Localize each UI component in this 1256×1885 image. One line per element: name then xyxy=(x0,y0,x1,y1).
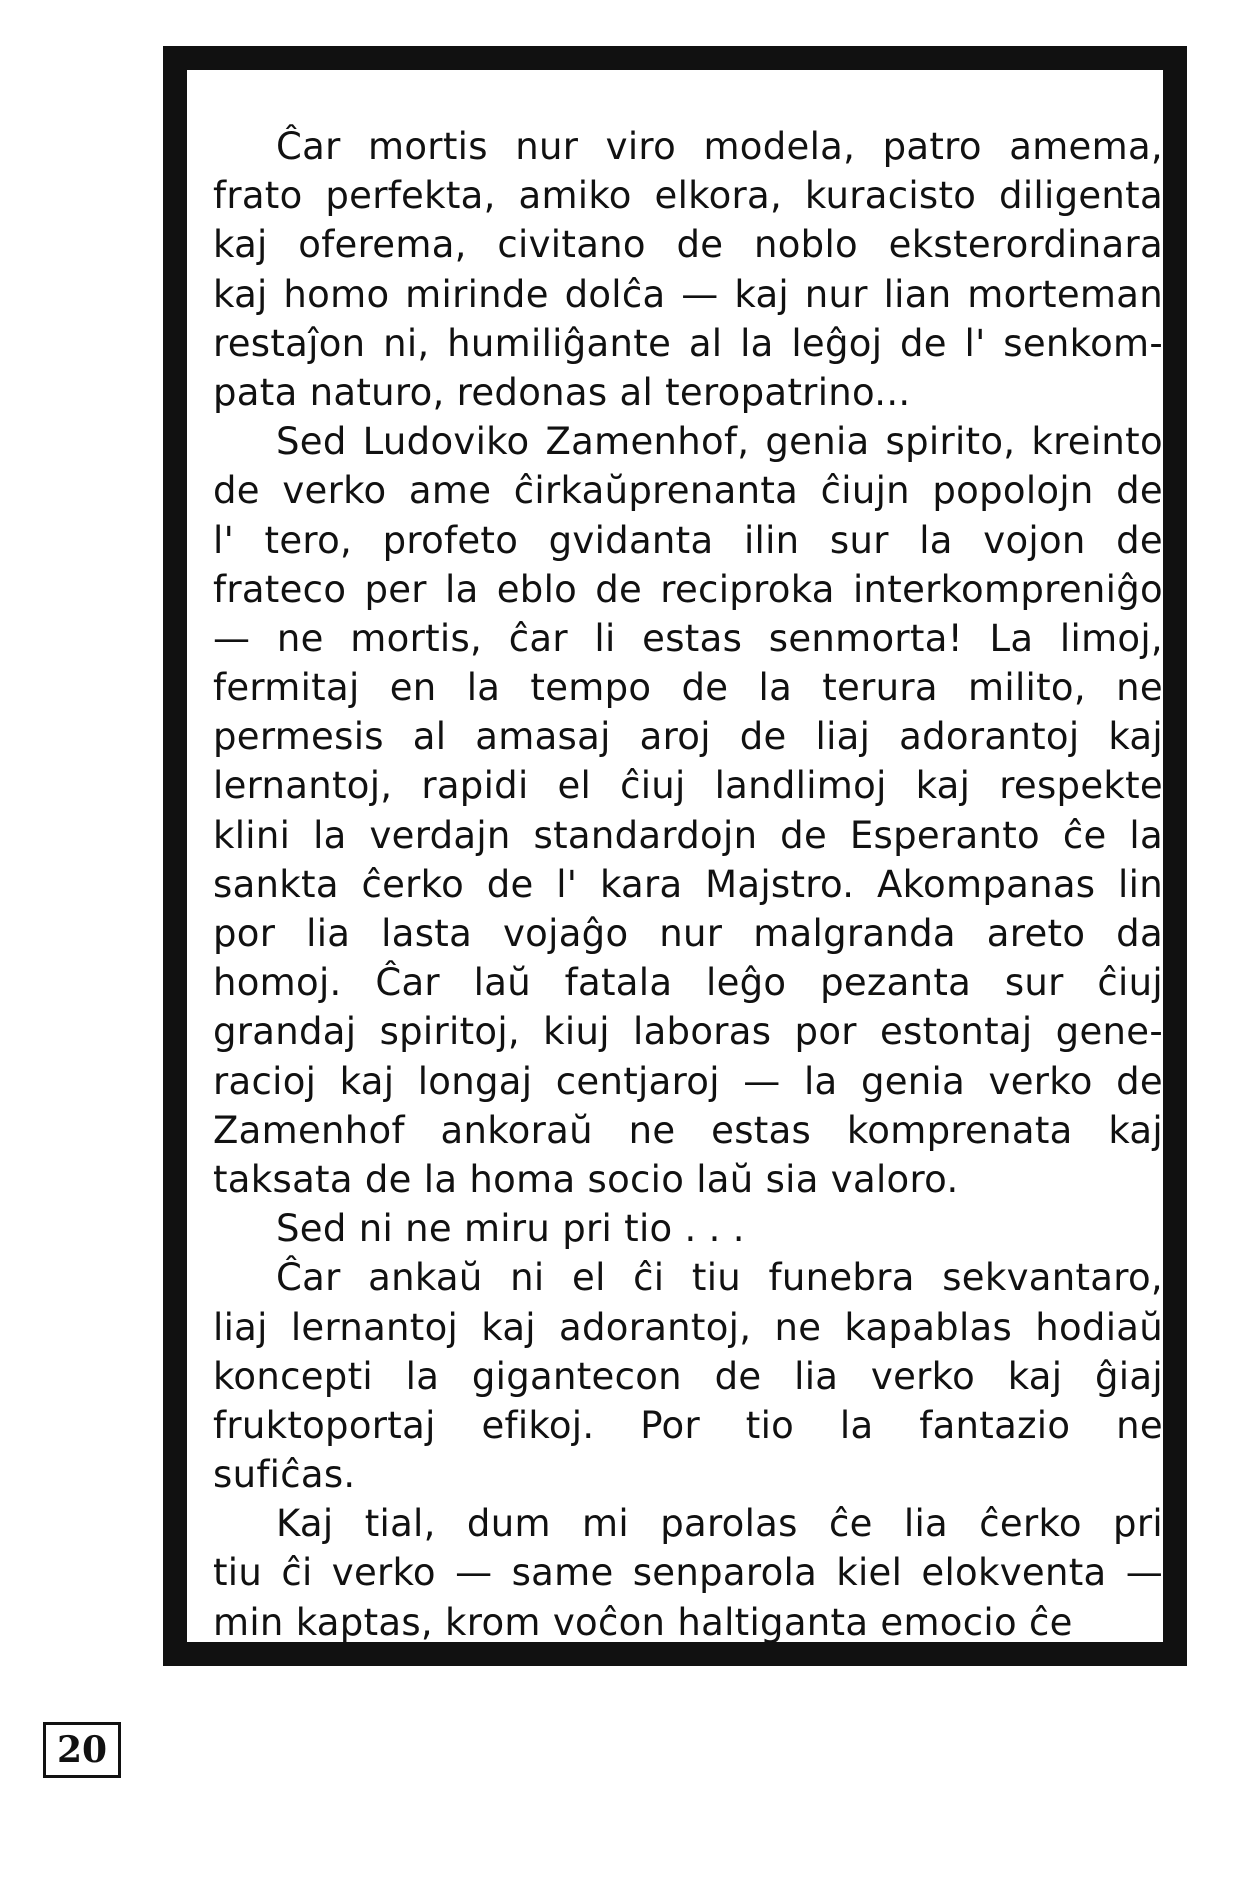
word: verko xyxy=(988,1059,1093,1103)
text-line xyxy=(213,516,1163,565)
line-text: sufiĉas. xyxy=(213,1453,356,1497)
text-line xyxy=(213,1007,1163,1056)
word: grandaj xyxy=(213,1010,357,1054)
word: oferema, xyxy=(298,223,467,267)
word: reciproka xyxy=(660,567,835,611)
word: verdajn xyxy=(369,813,511,857)
word: verko xyxy=(282,469,387,513)
word: patro xyxy=(882,125,982,168)
word: landlimoj xyxy=(714,764,887,808)
text-line xyxy=(213,565,1163,614)
word: frato xyxy=(213,174,303,218)
word: klini xyxy=(213,813,291,857)
word: lernantoj, xyxy=(213,764,393,808)
word: la xyxy=(919,518,953,562)
word: milito, xyxy=(968,666,1086,710)
word: lia xyxy=(903,1502,949,1546)
text-line xyxy=(213,1106,1163,1155)
word: leĝoj xyxy=(791,321,883,365)
text-line xyxy=(213,1450,1163,1499)
word: laboras xyxy=(633,1010,772,1054)
text-line xyxy=(213,663,1163,712)
word: ne xyxy=(1116,666,1163,710)
word: same xyxy=(511,1551,614,1595)
text-line xyxy=(213,909,1163,958)
word: ĉerko xyxy=(361,862,465,906)
text-panel xyxy=(187,70,1163,1642)
word: fruktoportaj xyxy=(213,1403,436,1447)
word: restaĵon xyxy=(213,321,366,365)
word: limoj, xyxy=(1059,616,1163,660)
word: vojon xyxy=(983,518,1086,562)
word: laŭ xyxy=(473,961,531,1005)
text-line xyxy=(213,1598,1163,1647)
word: homo xyxy=(283,272,390,316)
word: funebra xyxy=(768,1256,915,1300)
text-line xyxy=(213,1057,1163,1106)
text-line xyxy=(213,1499,1163,1548)
word: nur xyxy=(804,272,868,316)
word: verko xyxy=(870,1354,976,1398)
word: Zamenhof, xyxy=(545,420,750,464)
word: tial, xyxy=(364,1502,436,1546)
word: elokventa xyxy=(921,1551,1107,1595)
word: l' xyxy=(964,321,986,365)
word: eksterordinara xyxy=(888,223,1163,267)
line-text: Sed ni ne miru pri tio . . . xyxy=(276,1207,745,1251)
word: kuracisto xyxy=(804,174,977,218)
word: noblo xyxy=(754,223,858,267)
word: respekte xyxy=(999,764,1163,808)
word: koncepti xyxy=(213,1354,373,1398)
line-text: pata naturo, redonas al teropatrino... xyxy=(213,370,911,414)
word: Kaj xyxy=(276,1502,334,1546)
word: ĉiuj xyxy=(1097,961,1163,1005)
word: permesis xyxy=(213,715,384,759)
word: kaj xyxy=(1108,1108,1163,1152)
word: amema, xyxy=(1009,125,1163,168)
word: lian xyxy=(883,272,952,316)
word: gene- xyxy=(1055,1010,1163,1054)
word: tiu xyxy=(213,1551,263,1595)
text-line xyxy=(213,368,1163,417)
text-line xyxy=(213,1303,1163,1352)
word: kaj xyxy=(915,764,971,808)
word: la xyxy=(466,666,501,710)
text-line xyxy=(213,171,1163,220)
text-line xyxy=(213,712,1163,761)
word: pezanta xyxy=(820,961,972,1005)
word: sur xyxy=(829,518,889,562)
word: senmorta! xyxy=(768,616,963,660)
word: sekvantaro, xyxy=(942,1256,1163,1300)
word: — xyxy=(1125,1551,1163,1595)
word: sur xyxy=(1004,961,1064,1005)
word: Ĉar xyxy=(276,1256,341,1300)
word: de xyxy=(213,469,260,513)
word: kaj xyxy=(1108,715,1163,759)
word: malgranda xyxy=(753,912,956,955)
word: humiliĝante xyxy=(447,321,672,365)
word: la xyxy=(444,567,479,611)
word: perfekta, xyxy=(325,174,496,218)
word: tero, xyxy=(264,518,353,562)
word: adorantoj, xyxy=(559,1305,752,1349)
word: kaj xyxy=(1007,1354,1063,1398)
word: liaj xyxy=(815,715,871,759)
text-line xyxy=(213,1155,1163,1204)
word: ĉi xyxy=(281,1551,313,1595)
word: efikoj. xyxy=(481,1403,595,1447)
word: ĉiuj xyxy=(620,764,686,808)
word: vojaĝo xyxy=(502,912,629,955)
word: longaj xyxy=(417,1059,533,1103)
word: spirito, xyxy=(885,420,1016,464)
word: ankaŭ xyxy=(368,1256,483,1300)
word: tio xyxy=(745,1403,795,1447)
text-line xyxy=(213,761,1163,810)
word: viro xyxy=(605,125,677,168)
word: frateco xyxy=(213,567,347,611)
word: Majstro. xyxy=(705,862,855,906)
word: la xyxy=(1129,813,1163,857)
word: lasta xyxy=(381,912,473,955)
word: l' xyxy=(213,518,235,562)
text-line xyxy=(213,958,1163,1007)
word: de xyxy=(1116,518,1163,562)
word: ne xyxy=(628,1108,676,1152)
word: — xyxy=(743,1059,781,1103)
word: lia xyxy=(794,1354,839,1398)
word: ĉirkaŭprenanta xyxy=(513,469,799,513)
word: modela, xyxy=(703,125,856,168)
text-line xyxy=(213,1548,1163,1597)
word: mirinde xyxy=(405,272,549,316)
word: aroj xyxy=(639,715,711,759)
word: ankoraŭ xyxy=(440,1108,593,1152)
word: de xyxy=(899,321,947,365)
word: estontaj xyxy=(879,1010,1033,1054)
word: terura xyxy=(822,666,938,710)
word: profeto xyxy=(382,518,519,562)
word: Sed xyxy=(276,420,347,464)
text-line xyxy=(213,1204,1163,1253)
word: kaj xyxy=(481,1305,536,1349)
word: mi xyxy=(582,1502,629,1546)
word: diligenta xyxy=(999,174,1163,218)
word: adorantoj xyxy=(899,715,1080,759)
word: dolĉa xyxy=(564,272,666,316)
word: de xyxy=(486,862,534,906)
word: tiu xyxy=(691,1256,742,1300)
word: sankta xyxy=(213,862,339,906)
word: de xyxy=(676,223,724,267)
line-text: min kaptas, krom voĉon haltiganta emocio ĉe xyxy=(213,1600,1073,1644)
text-line xyxy=(213,811,1163,860)
word: interkompreniĝo xyxy=(852,567,1163,611)
word: lernantoj xyxy=(290,1305,459,1349)
mourning-border-frame xyxy=(163,46,1187,1666)
word: amiko xyxy=(518,174,632,218)
word: Ĉar xyxy=(276,125,341,168)
word: hodiaŭ xyxy=(1035,1305,1163,1349)
word: centjaroj xyxy=(555,1059,720,1103)
text-line xyxy=(213,860,1163,909)
word: senkom- xyxy=(1003,321,1163,365)
word: ne xyxy=(1116,1403,1163,1447)
word: la xyxy=(740,321,774,365)
word: mortis xyxy=(368,125,488,168)
word: ne xyxy=(276,616,324,660)
word: ĉe xyxy=(1062,813,1107,857)
word: areto xyxy=(986,912,1086,955)
word: al xyxy=(688,321,723,365)
word: senparola xyxy=(632,1551,818,1595)
word: nur xyxy=(659,912,723,955)
word: per xyxy=(364,567,427,611)
word: por xyxy=(213,912,276,955)
word: mortis, xyxy=(350,616,483,660)
word: Akompanas xyxy=(877,862,1096,906)
word: lia xyxy=(306,912,351,955)
word: popolojn xyxy=(932,469,1094,513)
word: la xyxy=(313,813,347,857)
word: ni xyxy=(510,1256,545,1300)
word: kiel xyxy=(836,1551,903,1595)
text-line xyxy=(213,417,1163,466)
text-line xyxy=(213,1401,1163,1450)
word: kara xyxy=(599,862,683,906)
word: fermitaj xyxy=(213,666,360,710)
word: amasaj xyxy=(475,715,611,759)
word: de xyxy=(739,715,787,759)
word: estas xyxy=(711,1108,812,1152)
word: ilin xyxy=(743,518,800,562)
word: estas xyxy=(642,616,743,660)
word: kaj xyxy=(213,223,268,267)
word: fantazio xyxy=(919,1403,1071,1447)
word: de xyxy=(681,666,729,710)
word: civitano xyxy=(497,223,646,267)
text-line xyxy=(213,270,1163,319)
word: dum xyxy=(466,1502,551,1546)
text-line xyxy=(213,319,1163,368)
word: de xyxy=(1116,1059,1163,1103)
word: fatala xyxy=(564,961,673,1005)
word: da xyxy=(1116,912,1163,955)
text-line xyxy=(213,1253,1163,1302)
word: leĝo xyxy=(706,961,787,1005)
word: — xyxy=(213,616,251,660)
word: tempo xyxy=(530,666,652,710)
word: de xyxy=(780,813,828,857)
word: parolas xyxy=(660,1502,798,1546)
word: verko xyxy=(331,1551,436,1595)
word: kapablas xyxy=(844,1305,1013,1349)
word: l' xyxy=(556,862,578,906)
word: ne xyxy=(774,1305,822,1349)
word: — xyxy=(681,272,719,316)
word: ĉar xyxy=(508,616,568,660)
word: kreinto xyxy=(1031,420,1163,464)
word: Ludoviko xyxy=(362,420,530,464)
word: kaj xyxy=(339,1059,395,1103)
word: elkora, xyxy=(654,174,783,218)
word: homoj. xyxy=(213,961,342,1005)
word: de xyxy=(595,567,643,611)
text-line xyxy=(213,220,1163,269)
word: por xyxy=(794,1010,857,1054)
word: — xyxy=(455,1551,493,1595)
word: genia xyxy=(765,420,870,464)
word: al xyxy=(412,715,447,759)
word: racioj xyxy=(213,1059,317,1103)
word: morteman xyxy=(967,272,1163,316)
word: lin xyxy=(1118,862,1163,906)
word: nur xyxy=(515,125,579,168)
word: ĉi xyxy=(633,1256,665,1300)
word: la xyxy=(803,1059,838,1103)
word: kaj xyxy=(213,272,268,316)
word: rapidi xyxy=(421,764,529,808)
word: el xyxy=(572,1256,606,1300)
text-line xyxy=(213,614,1163,663)
word: liaj xyxy=(213,1305,268,1349)
word: kiuj xyxy=(543,1010,610,1054)
word: ĉe xyxy=(828,1502,873,1546)
word: la xyxy=(405,1354,440,1398)
text-line xyxy=(213,466,1163,515)
word: La xyxy=(989,616,1034,660)
word: gigantecon xyxy=(471,1354,682,1398)
word: genia xyxy=(860,1059,966,1103)
word: en xyxy=(389,666,437,710)
line-text: taksata de la homa socio laŭ sia valoro. xyxy=(213,1157,959,1201)
text-line xyxy=(213,1352,1163,1401)
word: ĉerko xyxy=(979,1502,1082,1546)
word: Esperanto xyxy=(849,813,1040,857)
word: la xyxy=(839,1403,874,1447)
word: spiritoj, xyxy=(379,1010,520,1054)
word: kaj xyxy=(734,272,790,316)
word: eblo xyxy=(496,567,578,611)
word: el xyxy=(557,764,592,808)
word: ĝiaj xyxy=(1094,1354,1163,1398)
word: Ĉar xyxy=(375,961,440,1005)
page-number: 20 xyxy=(43,1722,121,1778)
word: komprenata xyxy=(846,1108,1073,1152)
word: ni, xyxy=(383,321,430,365)
word: ame xyxy=(408,469,492,513)
word: gvidanta xyxy=(548,518,714,562)
word: la xyxy=(758,666,793,710)
word: pri xyxy=(1113,1502,1163,1546)
word: Zamenhof xyxy=(213,1108,405,1152)
word: standardojn xyxy=(533,813,758,857)
word: Por xyxy=(640,1403,700,1447)
word: de xyxy=(1116,469,1163,513)
word: ĉiujn xyxy=(820,469,910,513)
text-line xyxy=(213,122,1163,171)
word: li xyxy=(594,616,616,660)
eulogy-text xyxy=(213,122,1163,1647)
word: de xyxy=(714,1354,762,1398)
